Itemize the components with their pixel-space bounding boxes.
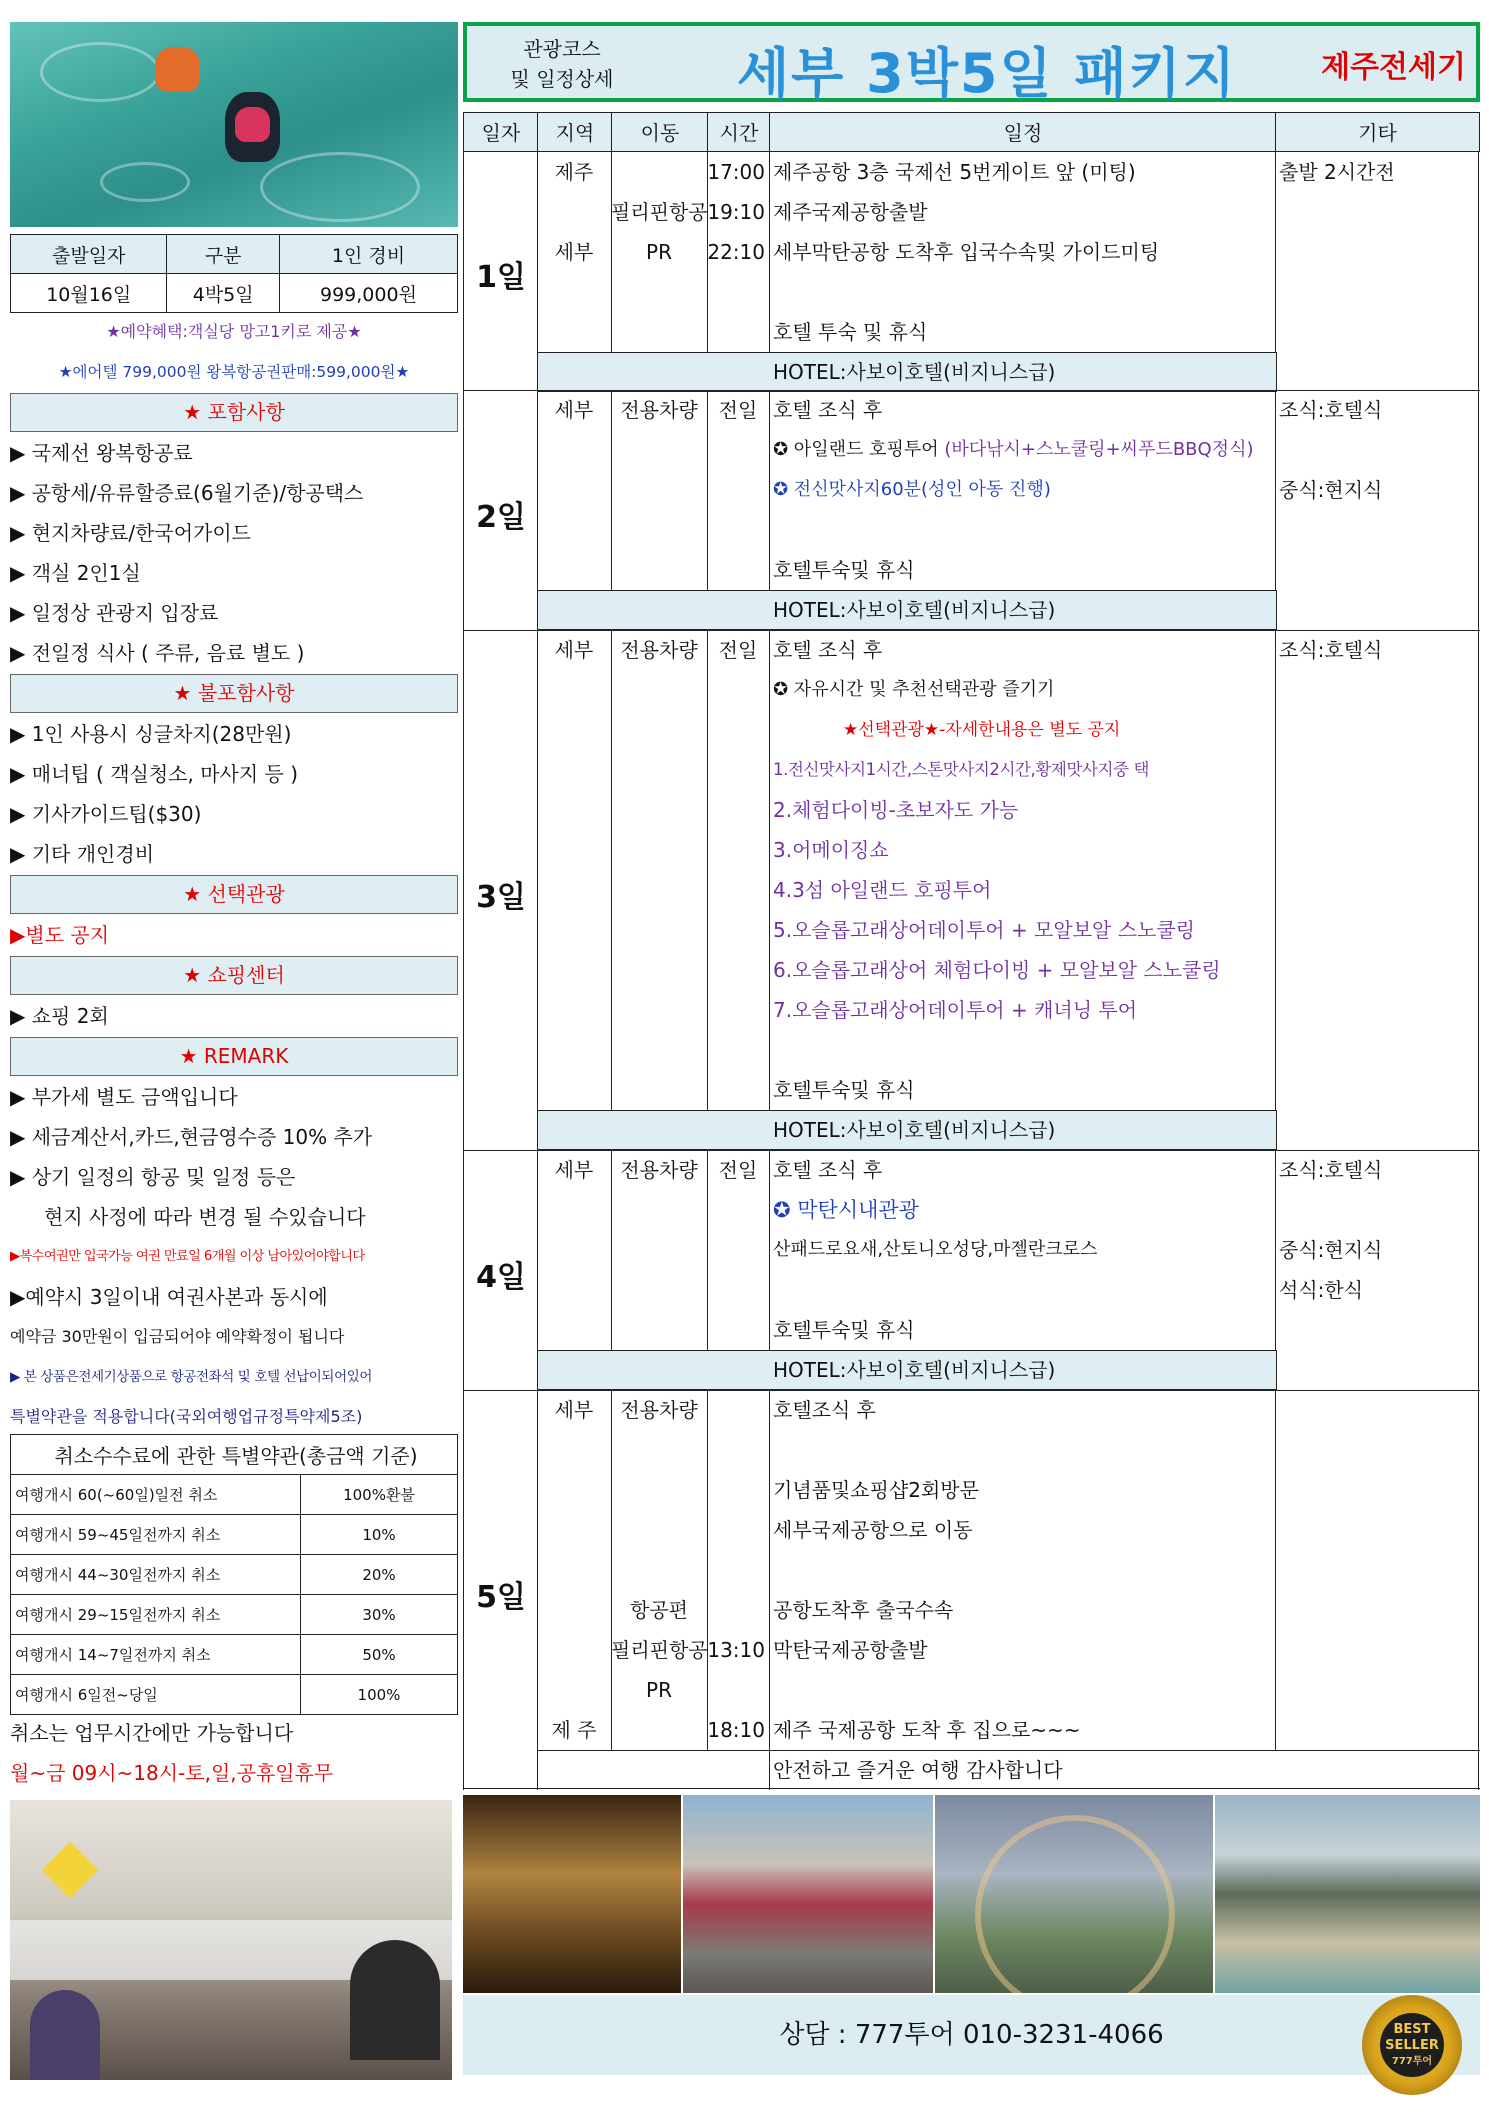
- etc-note: 출발 2시간전: [1279, 160, 1395, 184]
- day-label: 3일: [476, 880, 526, 915]
- cancel-note-line-2: 월~금 09시~18시-토,일,공휴일휴무: [10, 1761, 334, 1785]
- church-photo: [463, 1795, 681, 1993]
- cancel-period: 여행개시 6일전~당일: [11, 1675, 301, 1715]
- transport: 항공편: [630, 1598, 688, 1622]
- hopping-tour-detail: (바다낚시+스노쿨링+씨푸드BBQ정식): [944, 439, 1254, 460]
- day-label: 2일: [476, 500, 526, 535]
- remark-line: ▶복수여권만 입국가능 여권 만료일 6개월 이상 남아있어야합니다: [10, 1249, 365, 1264]
- col-day: 일자: [463, 112, 539, 152]
- cancel-period: 여행개시 14~7일전까지 취소: [11, 1635, 301, 1675]
- itinerary-item: 호텔조식 후: [773, 1398, 876, 1422]
- included-item: ▶ 현지차량료/한국어가이드: [10, 521, 251, 545]
- benefit-line-2: ★에어텔 799,000원 왕복항공권판매:599,000원★: [58, 363, 410, 381]
- page-title: 세부 3박5일 패키지: [737, 42, 1237, 105]
- day-label: 5일: [476, 1580, 526, 1615]
- cancel-table-header: 취소수수료에 관한 특별약관(총금액 기준): [11, 1435, 458, 1475]
- optional-tour-item: 2.체험다이빙-초보자도 가능: [773, 798, 1019, 822]
- itinerary-item: 산패드로요새,산토니오성당,마젤란크로스: [773, 1239, 1098, 1260]
- itinerary-item: 제주공항 3층 국제선 5번게이트 앞 (미팅): [773, 160, 1136, 184]
- cancel-period: 여행개시 60(~60일)일전 취소: [11, 1475, 301, 1515]
- hotel-label: HOTEL:사보이호텔(비지니스급): [773, 1358, 1056, 1382]
- etc-note: 조식:호텔식: [1279, 1158, 1383, 1182]
- region: 세부: [554, 1158, 594, 1182]
- group-dinner-photo: [10, 1800, 452, 2080]
- itinerary-item: 세부국제공항으로 이동: [773, 1518, 973, 1542]
- col-etc: 기타: [1275, 112, 1480, 152]
- hopping-tour: ✪ 아일랜드 호핑투어: [773, 439, 945, 460]
- transport: 전용차량: [620, 1158, 698, 1182]
- etc-note: 중식:현지식: [1279, 478, 1383, 502]
- remark-line: ▶ 본 상품은전세기상품으로 항공전좌석 및 호텔 선납이되어있어: [10, 1369, 372, 1385]
- etc-note: 조식:호텔식: [1279, 398, 1383, 422]
- time: 전일: [718, 638, 758, 662]
- col-time: 시간: [707, 112, 771, 152]
- included-item: ▶ 전일정 식사 ( 주류, 음료 별도 ): [10, 641, 305, 665]
- etc-note: 조식:호텔식: [1279, 638, 1383, 662]
- col-itinerary: 일정: [769, 112, 1277, 152]
- region: 제주: [554, 160, 594, 184]
- hotel-label: HOTEL:사보이호텔(비지니스급): [773, 360, 1056, 384]
- transport: 전용차량: [620, 398, 698, 422]
- time: 22:10: [707, 240, 765, 264]
- optional-item: ▶별도 공지: [10, 923, 110, 947]
- transport: 전용차량: [620, 1398, 698, 1422]
- region: 제 주: [551, 1718, 597, 1742]
- included-item: ▶ 공항세/유류할증료(6월기준)/항공택스: [10, 481, 364, 505]
- remark-line: ▶ 부가세 별도 금액입니다: [10, 1085, 238, 1109]
- photo-strip: [463, 1795, 1480, 1993]
- optional-tour-item: 7.오슬롭고래상어데이투어 + 캐녀닝 투어: [773, 998, 1138, 1022]
- day-label: 1일: [476, 260, 526, 295]
- jeepney-photo: [683, 1795, 933, 1993]
- left-info: [10, 312, 458, 1437]
- rainbow-photo: [935, 1795, 1213, 1993]
- region: 세부: [554, 240, 594, 264]
- etc-note: 석식:한식: [1279, 1278, 1364, 1302]
- itinerary-item: 호텔투숙및 휴식: [773, 1078, 915, 1102]
- cancel-note: [10, 1713, 458, 1793]
- time: 전일: [718, 398, 758, 422]
- fee-price: 999,000원: [279, 274, 457, 313]
- cancel-fee: 20%: [301, 1555, 458, 1595]
- transport: PR: [646, 240, 672, 264]
- cancel-period: 여행개시 29~15일전까지 취소: [11, 1595, 301, 1635]
- transport: 필리핀항공: [611, 200, 708, 224]
- optional-header: ★ 선택관광: [10, 875, 458, 914]
- itinerary-item: ✪ 전신맛사지60분(성인 아동 진행): [773, 479, 1051, 500]
- time: 18:10: [707, 1718, 765, 1742]
- optional-tour-notice: ★선택관광★-자세한내용은 별도 공지: [843, 720, 1121, 740]
- title-box: [463, 22, 1480, 105]
- cancel-fee-table: [10, 1434, 458, 1715]
- benefit-line-1: ★예약혜택:객실당 망고1키로 제공★: [106, 322, 362, 341]
- itinerary-item: 호텔투숙및 휴식: [773, 558, 915, 582]
- itinerary-item: 호텔투숙및 휴식: [773, 1318, 915, 1342]
- seal-text: 777투어: [1391, 2056, 1433, 2067]
- seal-inner: [1380, 2013, 1444, 2077]
- transport: PR: [646, 1678, 672, 1702]
- fee-date: 10월16일: [11, 274, 167, 313]
- itinerary-item: 호텔 조식 후: [773, 1158, 883, 1182]
- fee-header-type: 구분: [167, 235, 280, 274]
- shopping-item: ▶ 쇼핑 2회: [10, 1004, 109, 1028]
- time: 19:10: [707, 200, 765, 224]
- itinerary-item: 공항도착후 출국수속: [773, 1598, 954, 1622]
- fee-header-date: 출발일자: [11, 235, 167, 274]
- col-transport: 이동: [611, 112, 709, 152]
- optional-tour-item: 3.어메이징쇼: [773, 838, 889, 862]
- time: 17:00: [707, 160, 765, 184]
- time: 13:10: [707, 1638, 765, 1662]
- excluded-item: ▶ 매너팁 ( 객실청소, 마사지 등 ): [10, 762, 299, 786]
- charter-label: 제주전세기: [1321, 50, 1466, 85]
- itinerary-item: [773, 430, 1253, 470]
- cancel-fee: 100%환불: [301, 1475, 458, 1515]
- excluded-item: ▶ 기사가이드팁($30): [10, 802, 202, 826]
- cancel-period: 여행개시 44~30일전까지 취소: [11, 1555, 301, 1595]
- title-sub-line-2: 및 일정상세: [510, 67, 614, 91]
- hotel-label: HOTEL:사보이호텔(비지니스급): [773, 1118, 1056, 1142]
- shopping-header: ★ 쇼핑센터: [10, 956, 458, 995]
- itinerary-item: 세부막탄공항 도착후 입국수속및 가이드미팅: [773, 240, 1160, 264]
- cancel-period: 여행개시 59~45일전까지 취소: [11, 1515, 301, 1555]
- seal-text: BEST: [1393, 2022, 1431, 2037]
- day-label: 4일: [476, 1260, 526, 1295]
- itinerary-item: ✪ 자유시간 및 추천선택관광 즐기기: [773, 679, 1055, 700]
- best-seller-seal: [1362, 1995, 1462, 2095]
- remark-line: 특별약관을 적용합니다(국외여행업규정특약제5조): [10, 1407, 363, 1426]
- remark-header: ★ REMARK: [10, 1037, 458, 1076]
- itinerary-item: 기념품및쇼핑샵2회방문: [773, 1478, 979, 1502]
- hotel-label: HOTEL:사보이호텔(비지니스급): [773, 598, 1056, 622]
- hotel-row: [537, 1350, 1277, 1390]
- optional-tour-item: 4.3섬 아일랜드 호핑투어: [773, 878, 992, 902]
- fee-type: 4박5일: [167, 274, 280, 313]
- time: 전일: [718, 1158, 758, 1182]
- optional-tour-item: 5.오슬롭고래상어데이투어 + 모알보알 스노쿨링: [773, 918, 1195, 942]
- included-item: ▶ 국제선 왕복항공료: [10, 441, 193, 465]
- contact-bar: 상담 : 777투어 010-3231-4066: [463, 1995, 1480, 2075]
- title-sub-line-1: 관광코스: [523, 37, 601, 61]
- itinerary-item: 제주 국제공항 도착 후 집으로~~~: [773, 1718, 1081, 1742]
- hotel-row: [537, 590, 1277, 630]
- excluded-item: ▶ 기타 개인경비: [10, 842, 155, 866]
- hotel-row: [537, 1110, 1277, 1150]
- optional-tour-item: 6.오슬롭고래상어 체험다이빙 + 모알보알 스노쿨링: [773, 958, 1221, 982]
- included-item: ▶ 일정상 관광지 입장료: [10, 601, 219, 625]
- closing-message: 안전하고 즐거운 여행 감사합니다: [773, 1758, 1063, 1782]
- fee-header-price: 1인 경비: [279, 235, 457, 274]
- seal-text: SELLER: [1385, 2038, 1439, 2053]
- remark-line: ▶ 상기 일정의 항공 및 일정 등은: [10, 1165, 296, 1189]
- itinerary-item: 제주국제공항출발: [773, 200, 928, 224]
- transport: 전용차량: [620, 638, 698, 662]
- cancel-fee: 30%: [301, 1595, 458, 1635]
- etc-note: 중식:현지식: [1279, 1238, 1383, 1262]
- hotel-row: [537, 352, 1277, 392]
- itinerary-item: 호텔 조식 후: [773, 638, 883, 662]
- included-header: ★ 포함사항: [10, 393, 458, 432]
- itinerary-item: 호텔 조식 후: [773, 398, 883, 422]
- remark-line: 현지 사정에 따라 변경 될 수있습니다: [44, 1205, 366, 1229]
- region: 세부: [554, 1398, 594, 1422]
- cancel-fee: 50%: [301, 1635, 458, 1675]
- region: 세부: [554, 638, 594, 662]
- schedule-table: [463, 112, 1480, 1790]
- col-region: 지역: [537, 112, 613, 152]
- itinerary-item: 호텔 투숙 및 휴식: [773, 320, 928, 344]
- fee-table: [10, 234, 458, 313]
- optional-tour-item: 1.전신맛사지1시간,스톤맛사지2시간,황제맛사지중 택: [773, 760, 1149, 779]
- excluded-header: ★ 불포함사항: [10, 674, 458, 713]
- itinerary-item: 막탄국제공항출발: [773, 1638, 928, 1662]
- excluded-item: ▶ 1인 사용시 싱글차지(28만원): [10, 722, 292, 746]
- remark-line: ▶예약시 3일이내 여권사본과 동시에: [10, 1285, 328, 1309]
- remark-line: ▶ 세금계산서,카드,현금영수증 10% 추가: [10, 1125, 373, 1149]
- transport: 필리핀항공: [611, 1638, 708, 1662]
- region: 세부: [554, 398, 594, 422]
- cancel-fee: 100%: [301, 1675, 458, 1715]
- beach-photo: [1215, 1795, 1480, 1993]
- included-item: ▶ 객실 2인1실: [10, 561, 141, 585]
- title-sub: [492, 34, 632, 94]
- remark-line: 예약금 30만원이 입금되어야 예약확정이 됩니다: [10, 1327, 345, 1346]
- cancel-fee: 10%: [301, 1515, 458, 1555]
- cancel-note-line-1: 취소는 업무시간에만 가능합니다: [10, 1721, 294, 1745]
- itinerary-item: ✪ 막탄시내관광: [773, 1198, 919, 1222]
- snorkeling-photo: [10, 22, 458, 227]
